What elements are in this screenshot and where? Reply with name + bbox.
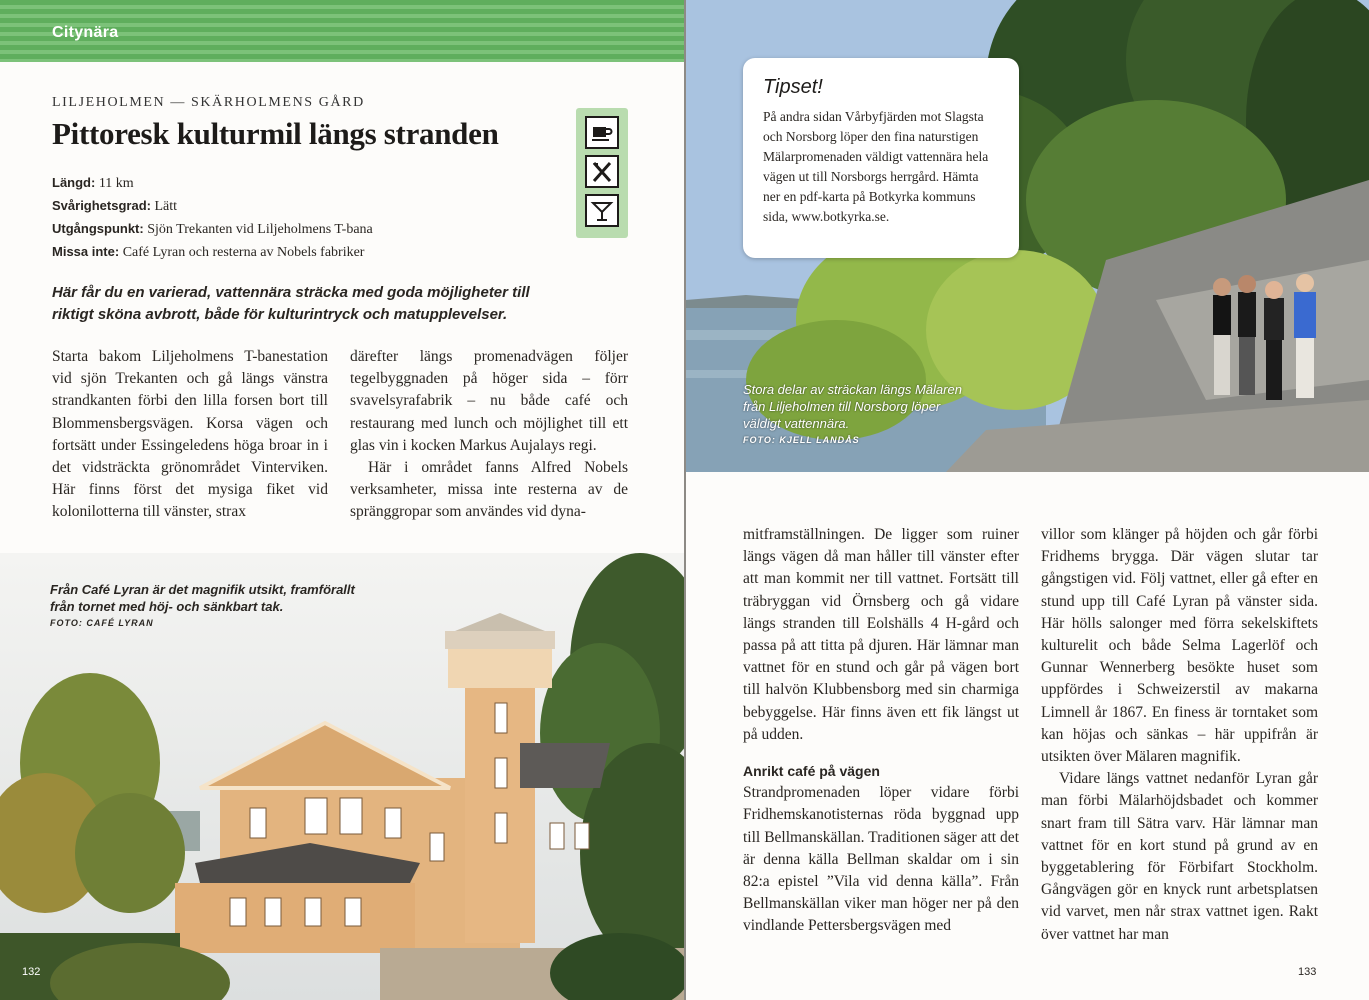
route-facts	[52, 172, 373, 264]
article-title: Pittoresk kulturmil längs stranden	[52, 116, 499, 151]
caption-shore: Stora delar av sträckan längs Mälaren från Liljeholmen till Norsborg löper väldigt vattennära. FOTO: KJELL LANDÅS	[743, 381, 968, 449]
body-paragraph: villor som klänger på höjden och går förbi Fridhems brygga. Där vägen slutar tar gångstigen vid. Följ vattnet, eller gå efter en stund upp till Café Lyran på vänster sida. Här hölls salonger med förra sekelskiftets kulturelit och både Selma Lagerlöf och Gunnar Wennerberg besökte huset som uppfördes i Schweizerstil av makarna Limnell år 1867. En finess är torntaket som kan höjas och sänkas – här uppifrån är utsikten över Mälaren magnifik.	[1041, 526, 1318, 766]
body-paragraph: Strandpromenaden löper vidare förbi Fridhemskanotisternas röda byggnad upp till Bellmanskällan. Traditionen säger att det är denna källa Bellman skaldar om i sin 82:a epistel ”Vila vid denna källa”. Från Bellmanskällan viker man höger ner på den vindlande Pettersbergsvägen med	[743, 784, 1019, 935]
body-paragraph: därefter längs promenadvägen följer tegelbyggnaden på höger sida – förr svavelsyrafabrik – nu både café och restaurang med lunch och möjlighet till ett glas vin i kocken Markus Aujalays regi.	[350, 348, 628, 454]
subheading: Anrikt café på vägen	[743, 763, 880, 780]
amenity-icons	[576, 108, 628, 238]
tip-title: Tipset!	[763, 76, 823, 98]
left-page	[0, 0, 684, 1000]
left-column-2	[350, 346, 628, 524]
right-page	[686, 0, 1369, 1000]
right-column-2	[1041, 524, 1318, 946]
right-column-1	[743, 524, 1019, 938]
lead-paragraph: Här får du en varierad, vattennära sträcka med goda möjligheter till riktigt sköna avbrott, både för kulturintryck och matupplevelser.	[52, 284, 530, 323]
fact-length: Längd: 11 km	[52, 175, 134, 191]
body-paragraph: Här i området fanns Alfred Nobels verksamheter, missa inte resterna av de spränggropar som användes vid dyna-	[350, 459, 628, 521]
fact-dont-miss: Missa inte: Café Lyran och resterna av Nobels fabriker	[52, 244, 365, 260]
route-kicker: LILJEHOLMEN — SKÄRHOLMENS GÅRD	[52, 95, 365, 110]
page-number-left: 132	[22, 966, 41, 978]
section-label: Citynära	[52, 24, 119, 41]
caption-cafe-lyran: Från Café Lyran är det magnifik utsikt, framförallt från tornet med höj- och sänkbart tak. FOTO: CAFÉ LYRAN	[50, 581, 380, 632]
fact-difficulty: Svårighetsgrad: Lätt	[52, 198, 178, 214]
fact-start: Utgångspunkt: Sjön Trekanten vid Liljeholmens T-bana	[52, 221, 373, 237]
tip-box	[743, 58, 1019, 258]
photo-credit: FOTO: CAFÉ LYRAN	[50, 618, 154, 628]
left-column-1	[52, 346, 328, 524]
cocktail-glass-icon	[585, 194, 619, 227]
fork-knife-icon	[585, 155, 619, 188]
body-paragraph: mitframställningen. De ligger som ruiner längs vägen då man håller till vänster efter att man kommit ner till vattnet. Fortsätt till träbryggan vid Örnsberg och gå vidare längs stranden till Eolshälls 4 H-gård och passa på att titta på djuren. Här lämnar man vattnet för en stund och går på vägen bort till halvön Klubbensborg med sin charmiga bebyggelse. Här finns även ett fik längst ut på udden.	[743, 526, 1019, 743]
tip-text: På andra sidan Vårbyfjärden mot Slagsta och Norsborg löper den fina naturstigen Mälarpromenaden väldigt vattennära hela vägen ut till Norsborgs herrgård. Hämta ner en pdf-karta på Botkyrka kommuns sida, www.botkyrka.se.	[763, 109, 989, 224]
coffee-cup-icon	[585, 116, 619, 149]
body-paragraph: Starta bakom Liljeholmens T-banestation vid sjön Trekanten och gå längs vänstra strandkanten förbi den lilla forsen bort till Blommensbergsvägen. Korsa vägen och fortsätt under Essingeledens höga broar in i det vidsträckta grönområdet Vinterviken. Här finns först det mysiga fiket vid kolonilotterna till vänster, strax	[52, 348, 328, 521]
photo-credit: FOTO: KJELL LANDÅS	[743, 435, 860, 445]
body-paragraph: Vidare längs vattnet nedanför Lyran går man förbi Mälarhöjdsbadet och kommer snart fram till Sätra varv. Här lämnar man vattnet för en kort stund på grund av en byggetablering för Förbifart Stockholm. Gångvägen gör en knyck runt arbetsplatsen vid varvet, men når strax vattnet igen. Rakt över vattnet har man	[1041, 770, 1318, 943]
page-number-right: 133	[1298, 966, 1317, 978]
